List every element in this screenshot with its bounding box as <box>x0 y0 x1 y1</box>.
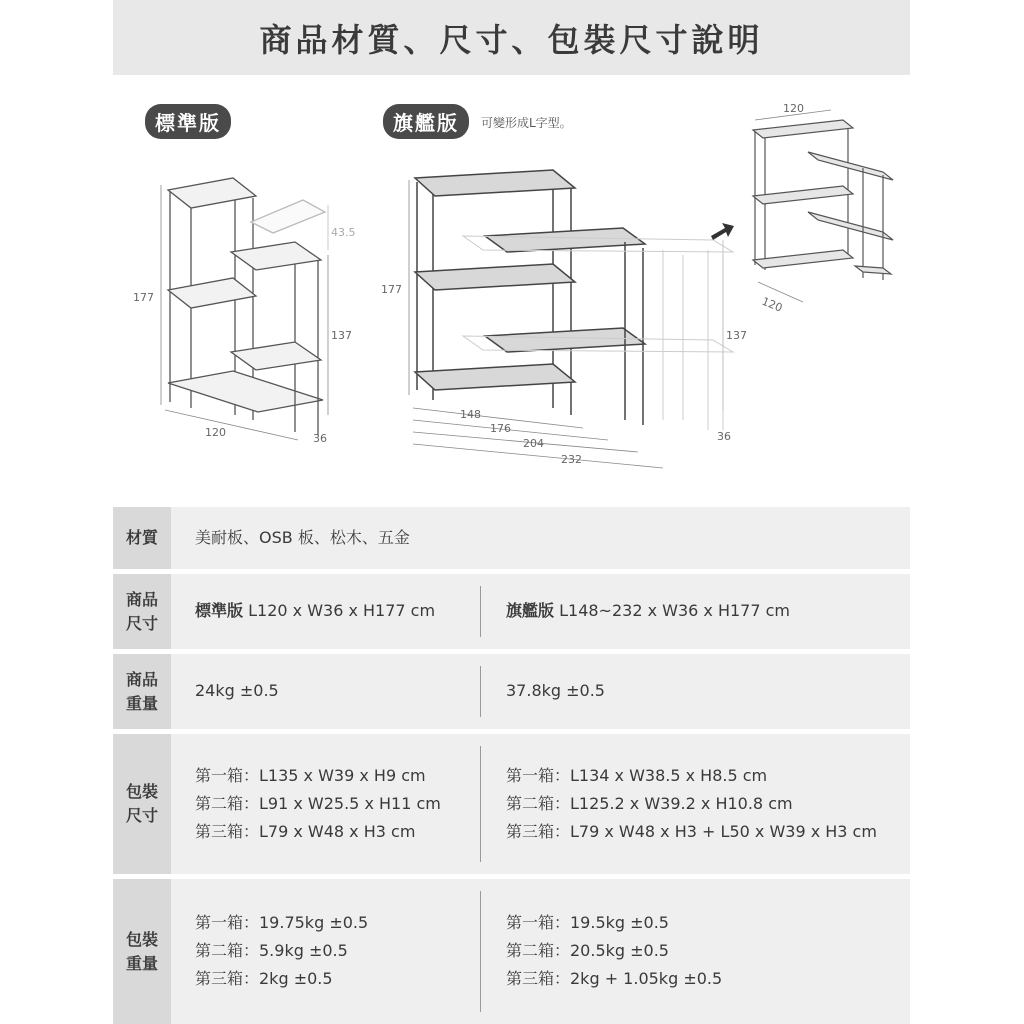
std-package-size-list <box>195 762 441 846</box>
product-size-label: 商品 尺寸 <box>113 574 171 649</box>
list-item: 第三箱：L79 x W48 x H3 cm <box>195 822 416 841</box>
package-size-label: 包裝 尺寸 <box>113 734 171 874</box>
package-size-row <box>113 734 910 874</box>
list-item: 第二箱：5.9kg ±0.5 <box>195 941 348 960</box>
material-value: 美耐板、OSB 板、松木、五金 <box>195 528 410 547</box>
column-divider <box>480 586 481 637</box>
std-small-shelf-label: 43.5 <box>331 226 356 239</box>
list-item: 第二箱：L125.2 x W39.2 x H10.8 cm <box>506 794 793 813</box>
flagship-badge: 旗艦版 <box>383 104 469 139</box>
material-label: 材質 <box>113 507 171 569</box>
std-product-weight: 24kg ±0.5 <box>195 681 279 700</box>
flag-w3-label: 204 <box>523 437 544 450</box>
flagship-shelf-drawing <box>415 170 645 425</box>
material-row <box>113 507 910 569</box>
column-divider <box>480 666 481 717</box>
product-weight-label: 商品 重量 <box>113 654 171 729</box>
l-shape-drawing <box>753 120 893 280</box>
flagship-note: 可變形成L字型。 <box>481 116 572 130</box>
flag-product-size: 旗艦版 L148~232 x W36 x H177 cm <box>506 601 790 620</box>
package-weight-row <box>113 879 910 1024</box>
standard-shelf-drawing <box>161 178 328 440</box>
column-divider <box>480 891 481 1012</box>
flag-w1-label: 148 <box>460 408 481 421</box>
flag-w4-label: 232 <box>561 453 582 466</box>
list-item: 第一箱：19.75kg ±0.5 <box>195 913 369 932</box>
list-item: 第一箱：L135 x W39 x H9 cm <box>195 766 426 785</box>
arrow-right-icon <box>711 223 734 240</box>
flag-depth-label: 36 <box>717 430 731 443</box>
flag-package-size-list <box>506 762 877 846</box>
header-band <box>113 0 910 75</box>
list-item: 第二箱：L91 x W25.5 x H11 cm <box>195 794 441 813</box>
column-divider <box>480 746 481 862</box>
l-side-label: 120 <box>759 294 785 315</box>
flag-package-weight-list <box>506 909 722 993</box>
package-weight-label: 包裝 重量 <box>113 879 171 1024</box>
shelf-illustrations <box>113 90 910 490</box>
page-title: 商品材質、尺寸、包裝尺寸說明 <box>259 20 764 59</box>
list-item: 第一箱：L134 x W38.5 x H8.5 cm <box>506 766 768 785</box>
std-height-label: 177 <box>133 291 154 304</box>
l-top-label: 120 <box>783 102 804 115</box>
std-side-height-label: 137 <box>331 329 352 342</box>
standard-badge: 標準版 <box>145 104 231 139</box>
std-depth-label: 36 <box>313 432 327 445</box>
list-item: 第三箱：2kg ±0.5 <box>195 969 333 988</box>
flag-height-label: 177 <box>381 283 402 296</box>
list-item: 第二箱：20.5kg ±0.5 <box>506 941 669 960</box>
list-item: 第一箱：19.5kg ±0.5 <box>506 913 669 932</box>
product-size-row <box>113 574 910 649</box>
std-package-weight-list <box>195 909 368 993</box>
std-width-label: 120 <box>205 426 226 439</box>
flag-product-weight: 37.8kg ±0.5 <box>506 681 605 700</box>
std-product-size: 標準版 L120 x W36 x H177 cm <box>195 601 436 620</box>
list-item: 第三箱：L79 x W48 x H3 + L50 x W39 x H3 cm <box>506 822 877 841</box>
product-weight-row <box>113 654 910 729</box>
flag-side-height-label: 137 <box>726 329 747 342</box>
product-diagram <box>113 90 910 490</box>
list-item: 第三箱：2kg + 1.05kg ±0.5 <box>506 969 723 988</box>
flag-w2-label: 176 <box>490 422 511 435</box>
